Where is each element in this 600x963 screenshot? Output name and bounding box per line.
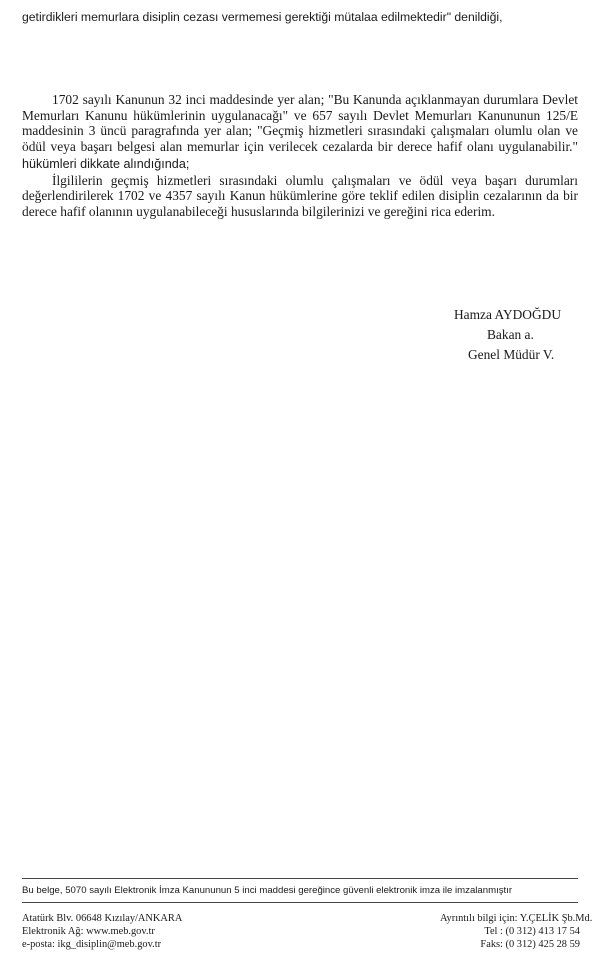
paragraph-main-text: 1702 sayılı Kanunun 32 inci maddesinde yer alan; "Bu Kanunda açıklanmayan durumlara Devlet Memurları Kanunu hükümlerinin uygulanacağı" ve 657 sayılı Devlet Memurları Kanununun 125/E maddesinin 3 üncü paragrafında yer alan; "Geçmiş hizmetleri sırasındaki çalışmaları olumlu olan ve ödül veya başarı belgesi alan memurlar için verilecek cezalarda bir derece hafif olanı uygulanabilir." — [22, 92, 578, 155]
footer-divider — [22, 902, 578, 903]
footer-website: Elektronik Ağ: www.meb.gov.tr — [22, 926, 155, 937]
footer-info-contact: Ayrıntılı bilgi için: Y.ÇELİK Şb.Md. — [440, 913, 593, 924]
signature-block — [440, 305, 580, 365]
paragraph-law-reference — [22, 92, 578, 173]
footer-address: Atatürk Blv. 06648 Kızılay/ANKARA — [22, 913, 183, 924]
footer-fax: Faks: (0 312) 425 28 59 — [480, 939, 580, 950]
paragraph-tail-text: hükümleri dikkate alındığında; — [22, 156, 190, 171]
signatory-name: Hamza AYDOĞDU — [454, 307, 561, 322]
signatory-role: Genel Müdür V. — [468, 347, 555, 362]
footer-phone: Tel : (0 312) 413 17 54 — [484, 926, 580, 937]
letter-body — [22, 92, 578, 220]
e-signature-note: Bu belge, 5070 sayılı Elektronik İmza Kanununun 5 inci maddesi gereğince güvenli elektronik imza ile imzalanmıştır — [22, 878, 578, 897]
continued-text-line: getirdikleri memurlara disiplin cezası vermemesi gerektiği mütalaa edilmektedir" denildiği, — [22, 10, 503, 24]
footer-contact-right — [420, 912, 593, 951]
paragraph-main-text: İlgililerin geçmiş hizmetleri sırasındaki olumlu çalışmaları ve ödül veya başarı durumları değerlendirilerek 1702 ve 4357 sayılı Kanun hükümlerine göre teklif edilen disiplin cezalarının da bir derece hafif olanının uygulanabileceği hususlarında bilgilerinizi ve gereğini rica ederim. — [22, 172, 578, 219]
paragraph-request — [22, 173, 578, 220]
footer-contact-left — [22, 912, 282, 951]
footer-email: e-posta: ikg_disiplin@meb.gov.tr — [22, 939, 162, 950]
signatory-title: Bakan a. — [487, 327, 534, 342]
